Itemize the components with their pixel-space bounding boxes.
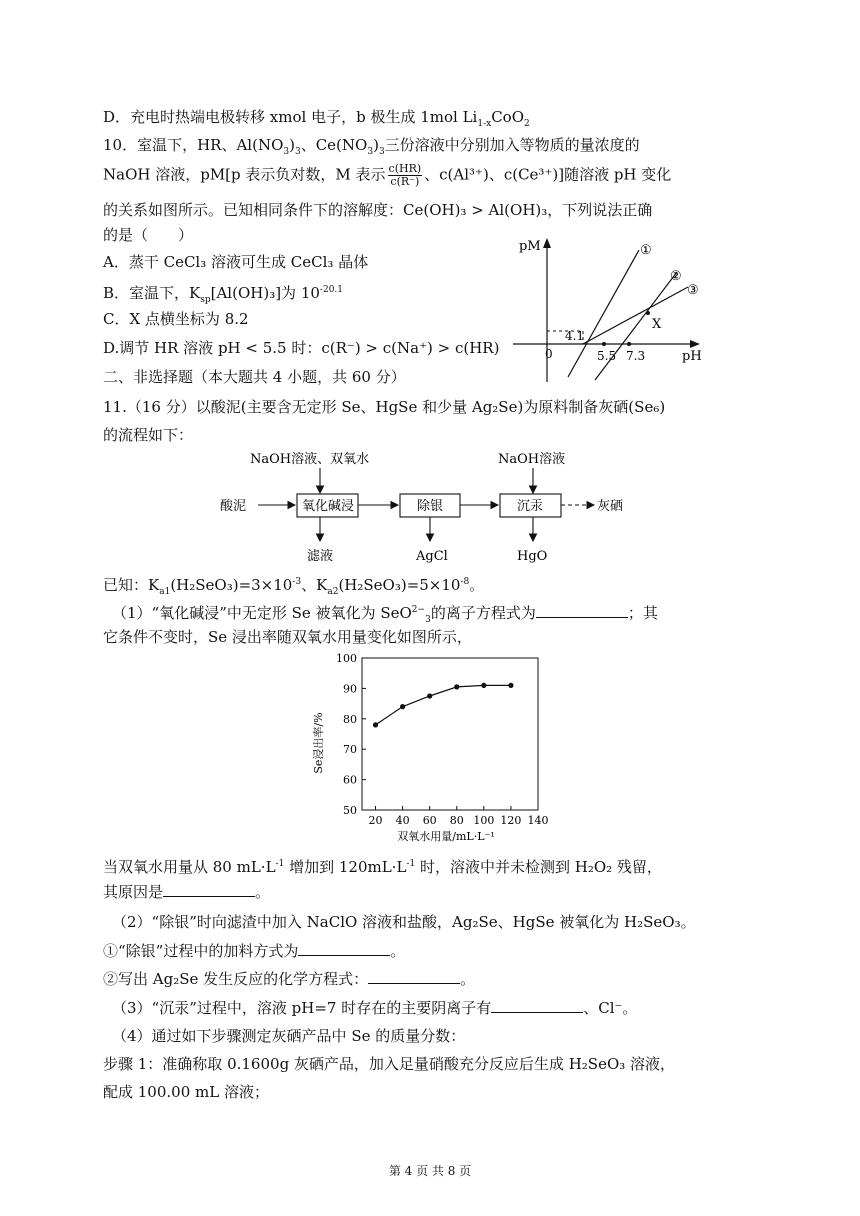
answer-blank[interactable] bbox=[491, 998, 583, 1013]
part-1-line2: 它条件不变时，Se 浸出率随双氧水用量变化如图所示， bbox=[103, 628, 472, 646]
flow-input: 酸泥 bbox=[220, 499, 247, 514]
mark-7-3: 7.3 bbox=[626, 349, 646, 363]
chart-ylabel: Se浸出率/% bbox=[312, 712, 325, 774]
data-point bbox=[373, 722, 378, 727]
section-2-heading: 二、非选择题（本大题共 4 小题，共 60 分） bbox=[103, 368, 406, 386]
data-point bbox=[481, 683, 486, 688]
data-point bbox=[427, 693, 432, 698]
flow-byproduct-2: AgCl bbox=[416, 549, 448, 564]
known-constants: 已知：$K_{a1}(H_2SeO_3)=3\times 10^{-3}$、$K_{a2}(H_2SeO_3)=5\times 10^{-8}$。 bbox=[103, 576, 485, 597]
part-2-1: ①“除银”过程中的加料方式为 。 bbox=[103, 942, 406, 960]
y-tick-label: 100 bbox=[336, 652, 357, 665]
flow-output: 灰硒 bbox=[597, 499, 624, 514]
curve-2-label: ② bbox=[670, 269, 682, 284]
part-3: （3）“沉汞”过程中，溶液 pH=7 时存在的主要阴离子有 、Cl⁻。 bbox=[112, 999, 638, 1017]
q10-line1: 10．室温下，HR、$Al(NO_3)_3$、$Ce(NO_3)_3$三份溶液中分别加入等物质的量浓度的 bbox=[103, 136, 640, 157]
curve-3-label: ③ bbox=[687, 283, 699, 298]
answer-blank[interactable] bbox=[298, 941, 390, 956]
flow-box-2-label: 除银 bbox=[417, 499, 444, 514]
y-tick-label: 90 bbox=[343, 682, 357, 696]
part-4: （4）通过如下步骤测定灰硒产品中 Se 的质量分数： bbox=[112, 1027, 466, 1045]
point-5-5 bbox=[602, 342, 606, 346]
part-2: （2）“除银”时向滤渣中加入 NaClO 溶液和盐酸，Ag₂Se、HgSe 被氧化为 H₂SeO₃。 bbox=[112, 913, 696, 931]
y-tick-label: 70 bbox=[343, 743, 357, 757]
flow-reagent-2: NaOH溶液 bbox=[498, 452, 566, 467]
point-7-3 bbox=[627, 342, 631, 346]
mark-4-1: 4.1 bbox=[565, 329, 585, 343]
curve-2 bbox=[595, 272, 677, 380]
part-1-line3: 当双氧水用量从 80 $mL\cdot L^{-1}$ 增加到 $120mL\cdot L^{-1}$ 时，溶液中并未检测到 H₂O₂ 残留， bbox=[103, 858, 662, 876]
curve-3 bbox=[583, 287, 688, 344]
process-flow-diagram bbox=[220, 448, 640, 568]
option-a: A．蒸干 CeCl₃ 溶液可生成 CeCl₃ 晶体 bbox=[103, 253, 369, 271]
page-footer: 第 4 页 共 8 页 bbox=[388, 1164, 472, 1178]
answer-blank[interactable] bbox=[163, 882, 255, 897]
x-tick-label: 80 bbox=[449, 814, 464, 827]
option-c: C．X 点横坐标为 8.2 bbox=[103, 310, 249, 328]
q10-line2: NaOH 溶液，pM[p 表示负对数，M 表示 $\frac{c(HR)}{c(R^-)}$ 、c(Al³⁺)、c(Ce³⁺)]随溶液 pH 变化 bbox=[103, 162, 672, 188]
part-2-2: ②写出 Ag₂Se 发生反应的化学方程式： 。 bbox=[103, 970, 476, 988]
q11-line1: 11.（16 分）以酸泥(主要含无定形 Se、HgSe 和少量 Ag₂Se)为原料制备灰硒(Se₆) bbox=[103, 398, 666, 416]
chart-xlabel: 双氧水用量/mL·L⁻¹ bbox=[397, 830, 495, 843]
x-tick-label: 140 bbox=[527, 814, 549, 827]
flow-box-1-label: 氧化碱浸 bbox=[302, 499, 355, 514]
q11-line2: 的流程如下： bbox=[103, 426, 194, 444]
fraction: $\frac{c(HR)}{c(R^-)}$ bbox=[388, 162, 422, 188]
series-line bbox=[376, 685, 511, 725]
x-axis-label: pH bbox=[682, 349, 702, 364]
y-tick-label: 80 bbox=[343, 712, 357, 726]
q10-line4: 的是（ ） bbox=[103, 226, 194, 244]
option-b: B．室温下，$K_{sp}[Al(OH)_3]$为 $10^{-20.1}$ bbox=[103, 284, 344, 305]
x-tick-label: 40 bbox=[395, 814, 410, 827]
flow-byproduct-1: 滤液 bbox=[307, 549, 334, 564]
se-leaching-chart bbox=[300, 648, 560, 848]
step-1-line2: 配成 100.00 mL 溶液； bbox=[103, 1083, 269, 1101]
x-tick-label: 60 bbox=[422, 814, 437, 827]
y-axis-label: pM bbox=[519, 239, 541, 254]
part-1-line4: 其原因是 。 bbox=[103, 883, 271, 901]
q10-line3: 的关系如图所示。已知相同条件下的溶解度：Ce(OH)₃ > Al(OH)₃，下列说法正确 bbox=[103, 201, 653, 219]
data-point bbox=[508, 683, 513, 688]
data-point bbox=[400, 704, 405, 709]
chart-frame bbox=[362, 658, 538, 810]
curve-1-label: ① bbox=[640, 243, 652, 258]
answer-blank[interactable] bbox=[368, 969, 460, 984]
step-1-line1: 步骤 1：准确称取 0.1600g 灰硒产品，加入足量硝酸充分反应后生成 H₂SeO₃ 溶液， bbox=[103, 1055, 676, 1073]
part-1-line1: （1）“氧化碱浸”中无定形 Se 被氧化为 SeO$^{2-}_3$的离子方程式为 ；其 bbox=[112, 604, 658, 625]
x-tick-label: 100 bbox=[473, 814, 495, 827]
flow-box-3-label: 沉汞 bbox=[517, 499, 544, 514]
flow-reagent-1: NaOH溶液、双氧水 bbox=[250, 452, 370, 467]
y-tick-label: 50 bbox=[343, 804, 357, 817]
x-tick-label: 120 bbox=[500, 814, 522, 827]
option-9d: D．充电时热端电极转移 xmol 电子，b 极生成 1mol $Li_{1-x}CoO_2$ bbox=[103, 108, 530, 129]
answer-blank[interactable] bbox=[536, 603, 628, 618]
flow-byproduct-3: HgO bbox=[517, 549, 548, 564]
point-x bbox=[646, 311, 650, 315]
y-tick-label: 60 bbox=[343, 773, 357, 787]
point-x-label: X bbox=[652, 317, 662, 332]
data-point bbox=[454, 684, 459, 689]
pm-ph-graph bbox=[505, 232, 715, 387]
option-d: D.调节 HR 溶液 pH < 5.5 时：c(R⁻) > c(Na⁺) > c(HR) bbox=[103, 339, 500, 357]
x-tick-label: 20 bbox=[368, 814, 383, 827]
origin-label: 0 bbox=[545, 347, 553, 361]
mark-5-5: 5.5 bbox=[597, 349, 617, 363]
